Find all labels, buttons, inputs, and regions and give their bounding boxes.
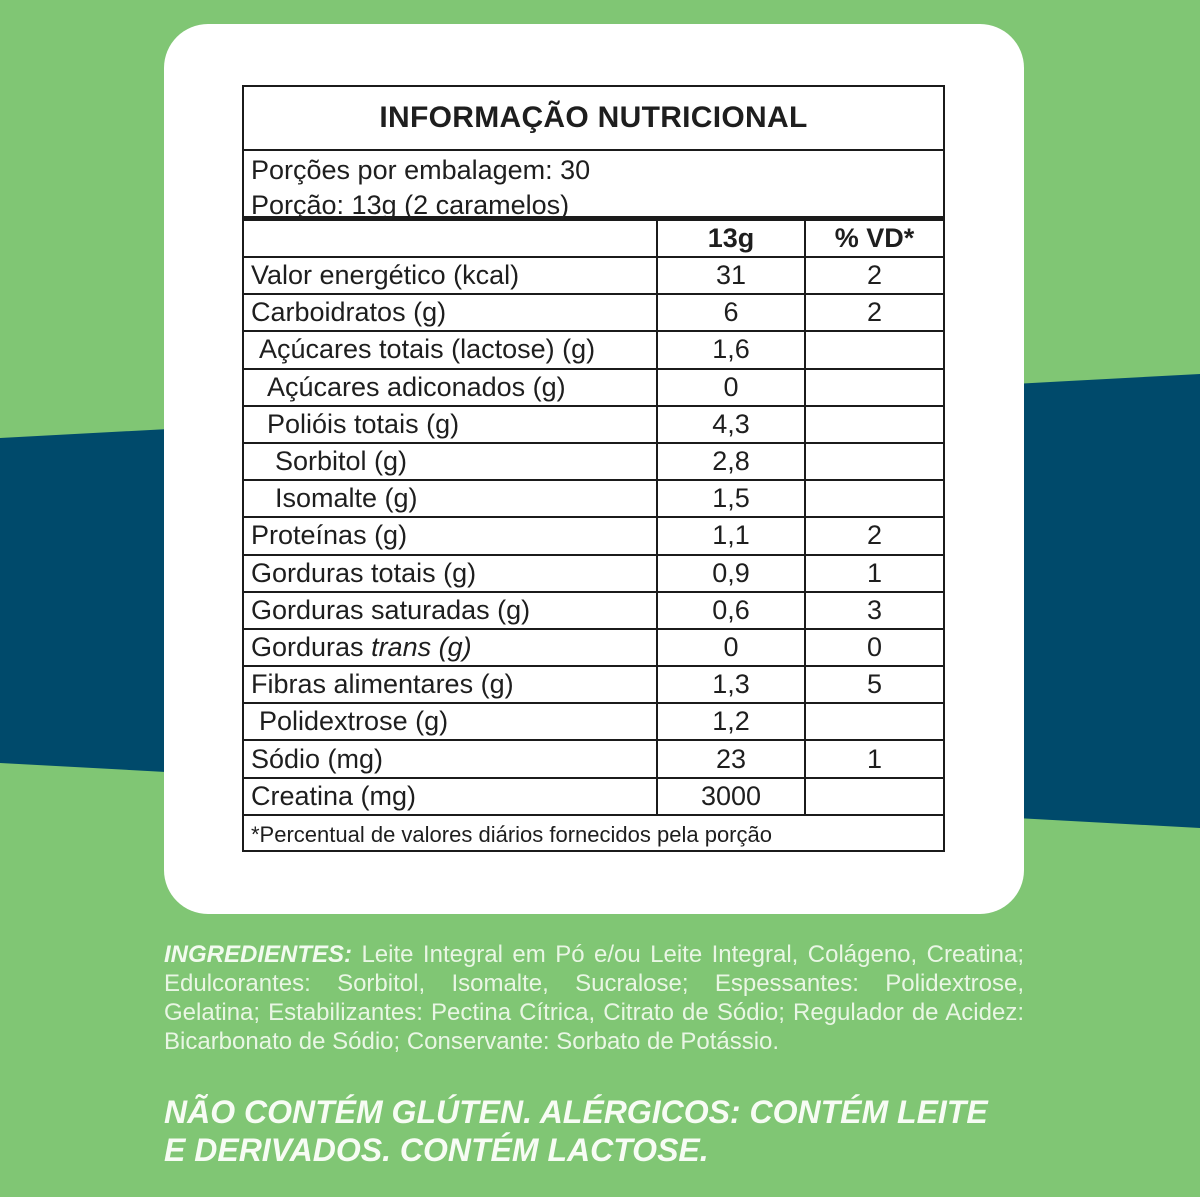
nutrient-amount: 6 <box>658 295 806 330</box>
nutrition-facts-table <box>242 85 945 852</box>
nutrient-amount: 0,6 <box>658 593 806 628</box>
nutrient-label: Proteínas (g) <box>244 518 658 553</box>
table-footnote: *Percentual de valores diários fornecidos pela porção <box>251 821 772 847</box>
table-row <box>244 667 943 704</box>
nutrient-amount: 23 <box>658 741 806 776</box>
allergy-line-1: NÃO CONTÉM GLÚTEN. ALÉRGICOS: CONTÉM LEITE <box>164 1094 988 1130</box>
nutrient-dv <box>806 779 943 814</box>
trans-fat-italic: trans (g) <box>371 631 472 662</box>
nutrient-amount: 1,3 <box>658 667 806 702</box>
ingredients-heading: INGREDIENTES: <box>164 941 353 968</box>
table-title: INFORMAÇÃO NUTRICIONAL <box>244 87 943 151</box>
table-row <box>244 258 943 295</box>
serving-info <box>244 151 943 221</box>
table-row <box>244 779 943 816</box>
nutrient-amount: 1,1 <box>658 518 806 553</box>
serving-size: Porção: 13g (2 caramelos) <box>251 190 570 220</box>
nutrient-dv: 5 <box>866 669 883 700</box>
nutrient-amount: 3000 <box>658 779 806 814</box>
table-row <box>244 332 943 369</box>
table-row <box>244 295 943 332</box>
table-row <box>244 481 943 518</box>
nutrient-label: Polidextrose (g) <box>244 704 658 739</box>
nutrient-label: Gorduras totais (g) <box>244 556 658 591</box>
nutrient-label: Valor energético (kcal) <box>244 258 658 293</box>
nutrient-amount: 0 <box>658 370 806 405</box>
header-blank <box>244 221 658 256</box>
nutrient-dv <box>806 704 943 739</box>
nutrient-dv: 2 <box>866 297 883 328</box>
allergy-warning <box>164 1093 1024 1169</box>
nutrient-label: Açúcares totais (lactose) (g) <box>244 332 658 367</box>
nutrient-dv: 0 <box>866 631 883 662</box>
ingredients-list: Leite Integral em Pó e/ou Leite Integral, Colágeno, Creatina; Edulcorantes: Sorbitol, Isomalte, Sucralose; Espessantes: Polidextrose, Gelatina; Estabilizantes: Pectina Cítrica, Citrato de Sódio; Regulador de Acidez: Bicarbonato de Sódio; Conservante: Sorbato de Potássio. <box>164 941 1024 1055</box>
nutrient-dv: 2 <box>866 260 883 291</box>
nutrient-label: Isomalte (g) <box>244 481 658 516</box>
nutrient-label <box>244 630 658 665</box>
allergy-line-2: E DERIVADOS. CONTÉM LACTOSE. <box>164 1132 709 1168</box>
nutrient-label: Creatina (mg) <box>244 779 658 814</box>
table-row <box>244 630 943 667</box>
nutrient-amount: 1,5 <box>658 481 806 516</box>
header-amount: 13g <box>658 221 806 256</box>
nutrient-dv: 3 <box>866 594 883 625</box>
table-row <box>244 407 943 444</box>
nutrient-label: Carboidratos (g) <box>244 295 658 330</box>
nutrient-amount: 0 <box>658 630 806 665</box>
nutrient-amount: 4,3 <box>658 407 806 442</box>
table-header-row <box>244 221 943 258</box>
table-row <box>244 444 943 481</box>
servings-per-package: Porções por embalagem: 30 <box>251 155 591 185</box>
table-row <box>244 518 943 555</box>
nutrient-dv <box>806 481 943 516</box>
nutrient-label: Fibras alimentares (g) <box>244 667 658 702</box>
nutrient-dv <box>806 370 943 405</box>
header-daily-value: % VD* <box>834 223 915 253</box>
nutrient-label: Sódio (mg) <box>244 741 658 776</box>
nutrient-amount: 31 <box>658 258 806 293</box>
trans-fat-prefix: Gorduras <box>251 631 372 662</box>
nutrient-amount: 0,9 <box>658 556 806 591</box>
nutrient-label: Sorbitol (g) <box>244 444 658 479</box>
table-row <box>244 556 943 593</box>
table-row <box>244 704 943 741</box>
nutrient-label: Polióis totais (g) <box>244 407 658 442</box>
nutrient-dv <box>806 332 943 367</box>
ingredients-text <box>164 940 1024 1056</box>
nutrient-amount: 1,2 <box>658 704 806 739</box>
nutrient-dv <box>806 444 943 479</box>
table-row <box>244 593 943 630</box>
nutrient-label: Açúcares adiconados (g) <box>244 370 658 405</box>
nutrient-dv <box>806 407 943 442</box>
nutrient-dv: 1 <box>866 557 883 588</box>
nutrient-dv: 1 <box>866 743 883 774</box>
table-row <box>244 370 943 407</box>
nutrient-dv: 2 <box>866 520 883 551</box>
nutrient-amount: 1,6 <box>658 332 806 367</box>
nutrient-label: Gorduras saturadas (g) <box>244 593 658 628</box>
nutrient-amount: 2,8 <box>658 444 806 479</box>
table-row <box>244 741 943 778</box>
